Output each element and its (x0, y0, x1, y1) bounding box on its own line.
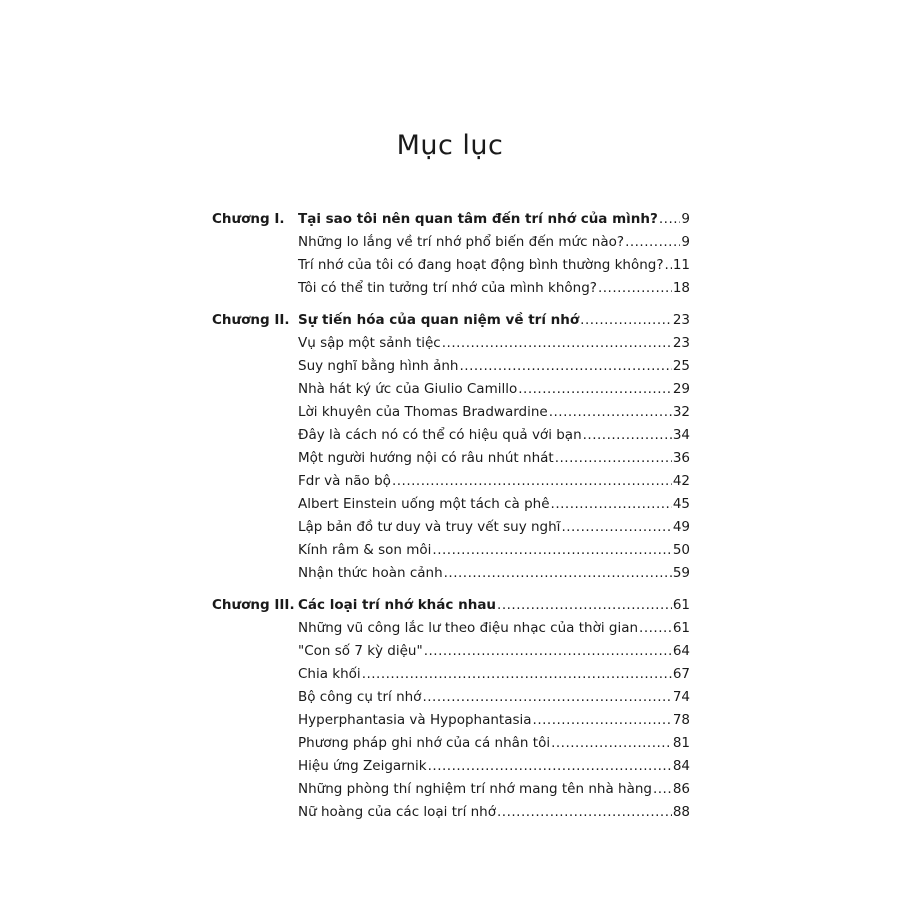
toc-entry (212, 447, 690, 470)
toc-entry (212, 378, 690, 401)
section-title: Những vũ công lắc lư theo điệu nhạc của thời gian (298, 620, 639, 636)
dot-leader (551, 493, 672, 516)
page-number: 81 (672, 735, 690, 751)
section-title: Nữ hoàng của các loại trí nhớ (298, 804, 496, 820)
page-number: 84 (672, 758, 690, 774)
toc-entry (212, 686, 690, 709)
page-number: 18 (672, 280, 690, 296)
section-title: Kính râm & son môi (298, 542, 432, 558)
toc-entry-line (298, 401, 690, 424)
section-title: "Con số 7 kỳ diệu" (298, 643, 423, 659)
toc-entry (212, 778, 690, 801)
toc-entry (212, 562, 690, 585)
dot-leader (551, 732, 672, 755)
page-number: 59 (672, 565, 690, 581)
toc-chapter (212, 309, 690, 585)
dot-leader (653, 778, 672, 801)
section-title: Bộ công cụ trí nhớ (298, 689, 422, 705)
dot-leader (497, 594, 672, 617)
page-number: 64 (672, 643, 690, 659)
page-number: 78 (672, 712, 690, 728)
section-title: Hyperphantasia và Hypophantasia (298, 712, 532, 728)
dot-leader (561, 516, 671, 539)
toc-entry (212, 617, 690, 640)
page-number: 50 (672, 542, 690, 558)
dot-leader (428, 755, 672, 778)
toc-entry (212, 539, 690, 562)
toc-entry (212, 663, 690, 686)
toc-entry-line (298, 470, 690, 493)
page-number: 11 (672, 257, 690, 273)
dot-leader (432, 539, 671, 562)
dot-leader (580, 309, 672, 332)
chapter-label: Chương III. (212, 597, 295, 613)
section-title: Lập bản đồ tư duy và truy vết suy nghĩ (298, 519, 561, 535)
toc-entry-line (298, 709, 690, 732)
toc-entry (212, 516, 690, 539)
page-number: 88 (672, 804, 690, 820)
table-of-contents (212, 208, 690, 833)
section-title: Trí nhớ của tôi có đang hoạt động bình thường không? (298, 257, 664, 273)
dot-leader (424, 640, 672, 663)
page-number: 9 (681, 211, 690, 227)
page-title: Mục lục (396, 130, 504, 161)
dot-leader (459, 355, 671, 378)
toc-entry (212, 755, 690, 778)
page-number: 42 (672, 473, 690, 489)
toc-entry-line (298, 778, 690, 801)
page-number: 32 (672, 404, 690, 420)
toc-chapter (212, 208, 690, 300)
page-number: 61 (672, 597, 690, 613)
toc-entry-line (298, 539, 690, 562)
toc-entry-line (298, 755, 690, 778)
page-number: 67 (672, 666, 690, 682)
section-title: Những phòng thí nghiệm trí nhớ mang tên nhà hàng (298, 781, 652, 797)
section-title: Một người hướng nội có râu nhút nhát (298, 450, 554, 466)
toc-entry-line (298, 355, 690, 378)
section-title: Phương pháp ghi nhớ của cá nhân tôi (298, 735, 551, 751)
section-title: Suy nghĩ bằng hình ảnh (298, 358, 459, 374)
page-number: 45 (672, 496, 690, 512)
section-title: Fdr và não bộ (298, 473, 391, 489)
section-title: Nhận thức hoàn cảnh (298, 565, 443, 581)
toc-entry-line (298, 208, 690, 231)
toc-entry-line (298, 424, 690, 447)
page-number: 25 (672, 358, 690, 374)
page-number: 61 (672, 620, 690, 636)
toc-entry-line (298, 378, 690, 401)
toc-entry-line (298, 332, 690, 355)
toc-entry-line (298, 309, 690, 332)
toc-entry-line (298, 231, 690, 254)
section-title: Tôi có thể tin tưởng trí nhớ của mình không? (298, 280, 597, 296)
toc-entry (212, 231, 690, 254)
page-number: 23 (672, 335, 690, 351)
toc-entry-line (298, 516, 690, 539)
toc-entry (212, 424, 690, 447)
dot-leader (444, 562, 672, 585)
dot-leader (625, 231, 680, 254)
toc-entry (212, 470, 690, 493)
toc-entry (212, 732, 690, 755)
toc-entry-line (298, 663, 690, 686)
toc-entry (212, 355, 690, 378)
toc-entry-line (298, 801, 690, 824)
dot-leader (598, 277, 672, 300)
toc-chapter-heading (212, 309, 690, 332)
toc-entry (212, 801, 690, 824)
toc-entry (212, 277, 690, 300)
chapter-label: Chương I. (212, 211, 285, 227)
toc-entry-line (298, 686, 690, 709)
toc-entry-line (298, 732, 690, 755)
dot-leader (362, 663, 672, 686)
section-title: Lời khuyên của Thomas Bradwardine (298, 404, 548, 420)
dot-leader (549, 401, 672, 424)
section-title: Hiệu ứng Zeigarnik (298, 758, 427, 774)
toc-entry (212, 640, 690, 663)
toc-entry (212, 493, 690, 516)
section-title: Nhà hát ký ức của Giulio Camillo (298, 381, 518, 397)
toc-entry-line (298, 562, 690, 585)
chapter-title: Các loại trí nhớ khác nhau (298, 597, 497, 613)
chapter-label: Chương II. (212, 312, 290, 328)
toc-entry-line (298, 277, 690, 300)
dot-leader (555, 447, 672, 470)
page-number: 74 (672, 689, 690, 705)
section-title: Đây là cách nó có thể có hiệu quả với bạn (298, 427, 582, 443)
toc-chapter-heading (212, 594, 690, 617)
page-number: 49 (672, 519, 690, 535)
section-title: Albert Einstein uống một tách cà phê (298, 496, 550, 512)
page-number: 9 (681, 234, 690, 250)
section-title: Những lo lắng về trí nhớ phổ biến đến mức nào? (298, 234, 625, 250)
page-number: 86 (672, 781, 690, 797)
toc-entry-line (298, 254, 690, 277)
toc-entry-line (298, 493, 690, 516)
toc-entry-line (298, 594, 690, 617)
toc-entry-line (298, 640, 690, 663)
section-title: Chia khối (298, 666, 361, 682)
dot-leader (533, 709, 672, 732)
dot-leader (422, 686, 671, 709)
dot-leader (659, 208, 681, 231)
chapter-title: Tại sao tôi nên quan tâm đến trí nhớ của mình? (298, 211, 658, 227)
dot-leader (442, 332, 672, 355)
page-number: 29 (672, 381, 690, 397)
toc-entry (212, 401, 690, 424)
page-number: 23 (672, 312, 690, 328)
toc-entry (212, 332, 690, 355)
dot-leader (639, 617, 672, 640)
dot-leader (392, 470, 672, 493)
page-number: 36 (672, 450, 690, 466)
chapter-title: Sự tiến hóa của quan niệm về trí nhớ (298, 312, 580, 328)
toc-chapter (212, 594, 690, 824)
dot-leader (665, 254, 672, 277)
section-title: Vụ sập một sảnh tiệc (298, 335, 441, 351)
toc-entry-line (298, 617, 690, 640)
dot-leader (518, 378, 672, 401)
page-number: 34 (672, 427, 690, 443)
dot-leader (583, 424, 672, 447)
toc-chapter-heading (212, 208, 690, 231)
toc-entry-line (298, 447, 690, 470)
toc-entry (212, 254, 690, 277)
dot-leader (497, 801, 672, 824)
toc-entry (212, 709, 690, 732)
